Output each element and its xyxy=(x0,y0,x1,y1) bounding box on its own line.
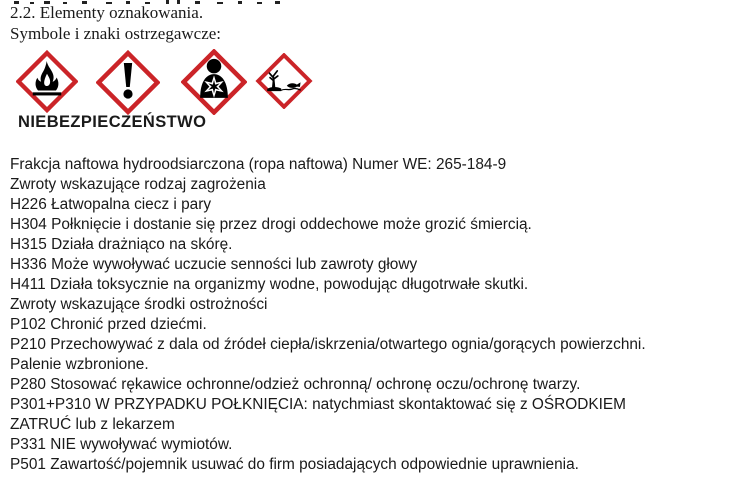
hazard-statement-h315: H315 Działa drażniąco na skórę. xyxy=(10,236,233,253)
precaution-statement-p301-p310: P301+P310 W PRZYPADKU POŁKNIĘCIA: natychmiast skontaktować się z OŚRODKIEM xyxy=(10,396,626,413)
ghs-flame-icon xyxy=(16,49,78,114)
hazard-statement-h226: H226 Łatwopalna ciecz i pary xyxy=(10,196,212,213)
ghs-environment-icon xyxy=(254,53,314,109)
precaution-statement-p210: P210 Przechowywać z dala od źródeł ciepła/iskrzenia/otwartego ognia/gorących powierzchni. xyxy=(10,336,646,353)
precaution-statement-p501: P501 Zawartość/pojemnik usuwać do firm posiadających odpowiednie uprawnienia. xyxy=(10,456,579,473)
hazard-statements-header: Zwroty wskazujące rodzaj zagrożenia xyxy=(10,176,266,193)
statements-block xyxy=(10,155,748,475)
hazard-statement-h411: H411 Działa toksycznie na organizmy wodne, powodując długotrwałe skutki. xyxy=(10,276,529,293)
precaution-statement-p280: P280 Stosować rękawice ochronne/odzież ochronną/ ochronę oczu/ochronę twarzy. xyxy=(10,376,581,393)
precaution-statements-header: Zwroty wskazujące środki ostrożności xyxy=(10,296,268,313)
ghs-health-hazard-icon xyxy=(181,49,247,115)
symbols-label: Symbole i znaki ostrzegawcze: xyxy=(10,24,222,43)
precaution-statement-p331: P331 NIE wywoływać wymiotów. xyxy=(10,436,233,453)
ghs-exclamation-icon xyxy=(96,50,160,115)
hazard-statement-h336: H336 Może wywoływać uczucie senności lub zawroty głowy xyxy=(10,256,418,273)
section-heading: 2.2. Elementy oznakowania. xyxy=(10,3,204,22)
precaution-statement-p301-p310-cont: ZATRUĆ lub z lekarzem xyxy=(10,416,175,433)
substance-identity-line: Frakcja naftowa hydroodsiarczona (ropa naftowa) Numer WE: 265-184-9 xyxy=(10,156,507,173)
precaution-statement-p102: P102 Chronić przed dziećmi. xyxy=(10,316,207,333)
signal-word: NIEBEZPIECZEŃSTWO xyxy=(18,113,207,131)
precaution-statement-p210-cont: Palenie wzbronione. xyxy=(10,356,149,373)
hazard-statement-h304: H304 Połknięcie i dostanie się przez drogi oddechowe może grozić śmiercią. xyxy=(10,216,532,233)
